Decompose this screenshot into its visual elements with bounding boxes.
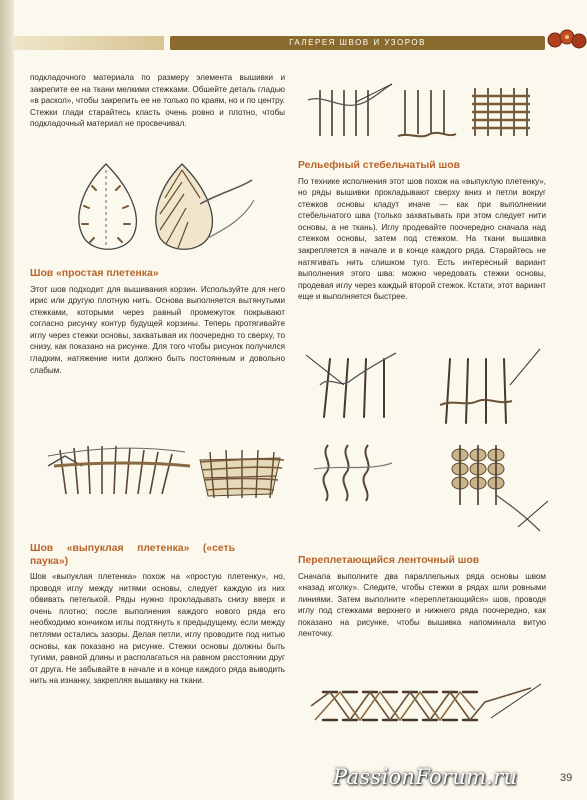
section-header	[170, 36, 545, 50]
relief-stem-section	[298, 160, 546, 303]
convex-weave-title: Шов «выпуклая плетенка» («сеть паука»)	[30, 543, 235, 567]
relief-stem-top-figure	[300, 80, 545, 148]
simple-weave-section	[30, 268, 285, 376]
ribbon-section	[298, 555, 546, 640]
page-number: 39	[560, 772, 573, 784]
simple-weave-title: Шов «простая плетенка»	[30, 268, 159, 279]
relief-stem-text: По технике исполнения этот шов похож на «выпуклую плетенку», но ряды вышивки прокладывают сверху вниз и петли вокруг стежков основы кладут иначе — как при выполнении стебельчатого шва (только захватывать при этом следует нити основы, а не ткань). Иглу продевайте поочередно сначала над стежком основы, затем под стежком. На ткани вышивка закрепляется в начале и в конце каждого ряда. Старайтесь не натягивать нить слишком туго. Есть интересный вариант выполнения этого шва: можно чередовать стежки основы, продевая иглу через каждый второй стежок. Кстати, этот вариант еще и выполняется быстрее.	[298, 176, 546, 302]
ribbon-text: Сначала выполните два параллельных ряда основы швом «назад иголку». Следите, чтобы стежки в рядах шли ровными линиями. Затем выполните «переплетающийся» шов, проводя иглу под стежками верхнего и нижнего ряда поочередно, как показано на рисунке, чтобы вышивка напоминала витую ленточку.	[298, 571, 546, 639]
intro-text: подкладочного материала по размеру элемента вышивки и закрепите ее на ткани мелкими стежками. Обшейте деталь гладью «в раскол», чтобы закрепить ее не только по краям, но и по центру. Стежки глади старайтесь класть очень ровно и плотно, чтобы подкладочный материал не просвечивал.	[30, 73, 285, 129]
simple-weave-text: Этот шов подходит для вышивания корзин. Используйте для него ирис или другую плотную нить. Основа выполняется вытянутыми стежками, которыми через равный промежуток покрывают согласно рисунку контур будущей корзины. Теперь протягивайте иглу через стежки основы, захватывая их поочередно то сверху, то снизу, как показано на рисунке. Для того чтобы рисунок получился гладким, натяжение нити должно быть постоянным и довольно слабым.	[30, 284, 285, 375]
binding-shadow	[0, 0, 14, 800]
header-ornament	[14, 36, 164, 50]
basket-weave-figure	[40, 432, 290, 512]
watermark: PassionForum.ru	[333, 765, 518, 789]
leaf-figure	[62, 158, 257, 256]
ribbon-stitch-figure	[305, 678, 545, 738]
ribbon-title: Переплетающийся ленточный шов	[298, 555, 480, 566]
intro-block	[30, 72, 285, 130]
section-header-title: ГАЛЕРЕЯ ШВОВ И УЗОРОВ	[289, 38, 426, 47]
convex-weave-text: Шов «выпуклая плетенка» похож на «простую плетенку», но, проводя иглу между нитями основы, следует каждую из них обвивать петелькой. Ряды нужно прокладывать снизу вверх и очень плотно; после выполнения каждого нового ряда его необходимо кончиком иглы подтянуть к предыдущему, если между петлями остались зазоры. Делая петли, иглу проводите под нитью основы, как показано на рисунке. Стежки основы должны быть тугими, равной длины и располагаться на равном расстоянии друг от друга. Не забывайте в начале и в конце каждого ряда выводить нить на изнанку, закрепляя вышивку на ткани.	[30, 572, 285, 686]
convex-weave-section	[30, 543, 285, 687]
beads-decoration	[547, 27, 587, 53]
relief-stem-title: Рельефный стебельчатый шов	[298, 160, 460, 171]
convex-weave-steps-figure	[300, 345, 550, 545]
